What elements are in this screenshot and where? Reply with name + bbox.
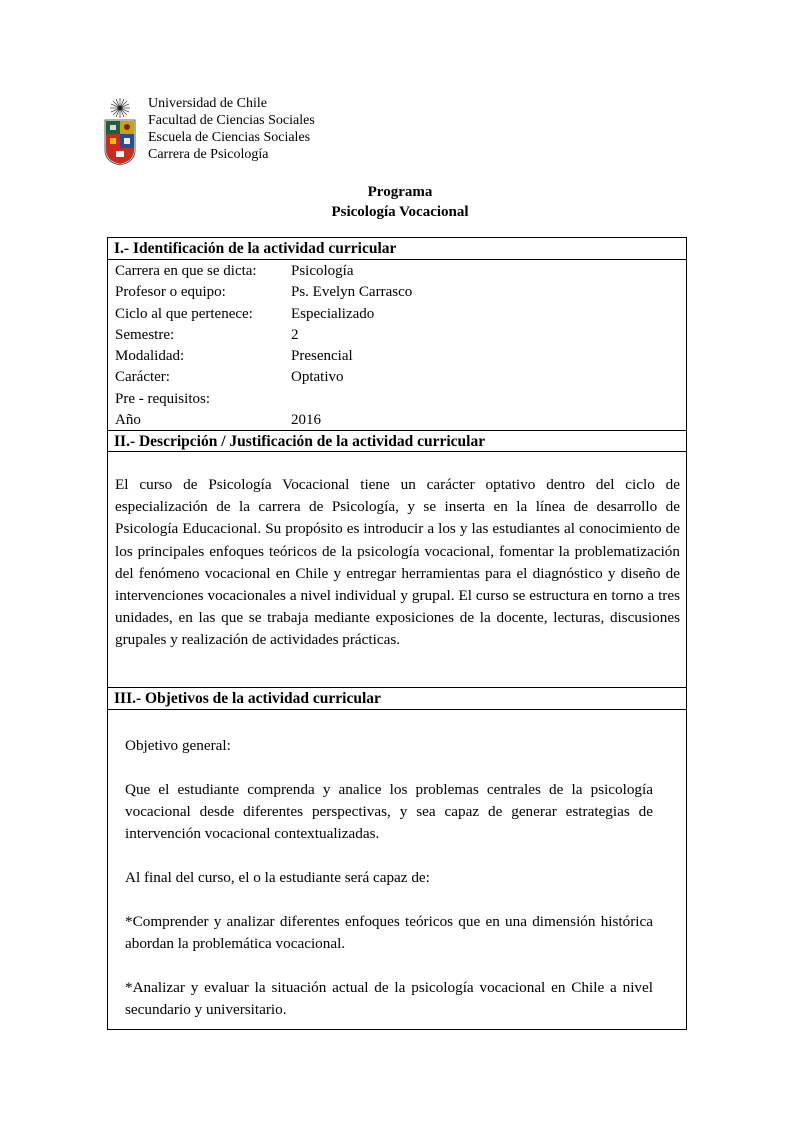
faculty-name: Facultad de Ciencias Sociales	[148, 113, 315, 128]
school-name: Escuela de Ciencias Sociales	[148, 130, 311, 145]
general-objective-label: Objetivo general:	[125, 737, 231, 754]
row-label: Carácter:	[115, 369, 170, 386]
program-table	[107, 237, 687, 1030]
identification-row	[108, 304, 686, 325]
identification-row	[108, 367, 686, 388]
section-identification-heading: I.- Identificación de la actividad curricular	[108, 238, 686, 260]
identification-row	[108, 325, 686, 346]
program-label: Programa	[367, 184, 433, 200]
row-label: Año	[115, 412, 141, 429]
row-label: Modalidad:	[115, 348, 185, 365]
row-value: 2	[291, 326, 299, 343]
row-value: 2016	[291, 412, 321, 429]
identification-row	[108, 410, 686, 431]
career-name: Carrera de Psicología	[148, 147, 269, 162]
row-label: Semestre:	[115, 326, 175, 343]
identification-row	[108, 346, 686, 367]
row-value: Especializado	[291, 305, 375, 322]
course-title: Psicología Vocacional	[331, 204, 469, 220]
outcome-item: *Analizar y evaluar la situación actual de la psicología vocacional en Chile a nivel secundario y universitario.	[125, 979, 653, 1018]
institution-block	[148, 95, 315, 163]
row-label: Pre - requisitos:	[115, 390, 210, 407]
section-objectives-heading: III.- Objetivos de la actividad curricular	[108, 687, 686, 710]
row-value: Psicología	[291, 263, 354, 279]
row-value: Ps. Evelyn Carrasco	[291, 284, 413, 301]
identification-row	[108, 282, 686, 303]
row-value: Optativo	[291, 369, 344, 386]
identification-row	[108, 389, 686, 410]
outcome-item: *Comprender y analizar diferentes enfoques teóricos que en una dimensión histórica abordan la problemática vocacional.	[125, 913, 653, 952]
row-value: Presencial	[291, 348, 353, 365]
outcomes-intro: Al final del curso, el o la estudiante será capaz de:	[125, 869, 430, 886]
section-description-heading: II.- Descripción / Justificación de la actividad curricular	[108, 430, 686, 452]
description-paragraph: El curso de Psicología Vocacional tiene un carácter optativo dentro del ciclo de especialización de la carrera de Psicología, y se inserta en la línea de desarrollo de Psicología Educacional. Su propósito es introducir a los y las estudiantes al conocimiento de los principales enfoques teóricos de la psicología vocacional, fomentar la problematización del fenómeno vocacional en Chile y entregar herramientas para el diagnóstico y diseño de intervenciones vocacionales a nivel individual y grupal. El curso se estructura en torno a tres unidades, en las que se trabaja mediante exposiciones de la docente, lecturas, discusiones grupales y realización de actividades prácticas.	[115, 476, 680, 649]
university-name: Universidad de Chile	[148, 96, 267, 111]
row-label: Profesor o equipo:	[115, 284, 226, 301]
general-objective-text: Que el estudiante comprenda y analice los problemas centrales de la psicología vocacional desde diferentes perspectivas, y sea capaz de generar estrategias de intervención vocacional contextualizadas.	[125, 781, 653, 842]
document-title	[0, 182, 800, 222]
identification-rows	[108, 261, 686, 431]
row-label: Carrera en que se dicta:	[115, 263, 257, 279]
identification-row	[108, 261, 686, 282]
university-crest-icon	[103, 96, 137, 166]
objectives-content	[125, 735, 653, 1043]
row-label: Ciclo al que pertenece:	[115, 305, 253, 322]
